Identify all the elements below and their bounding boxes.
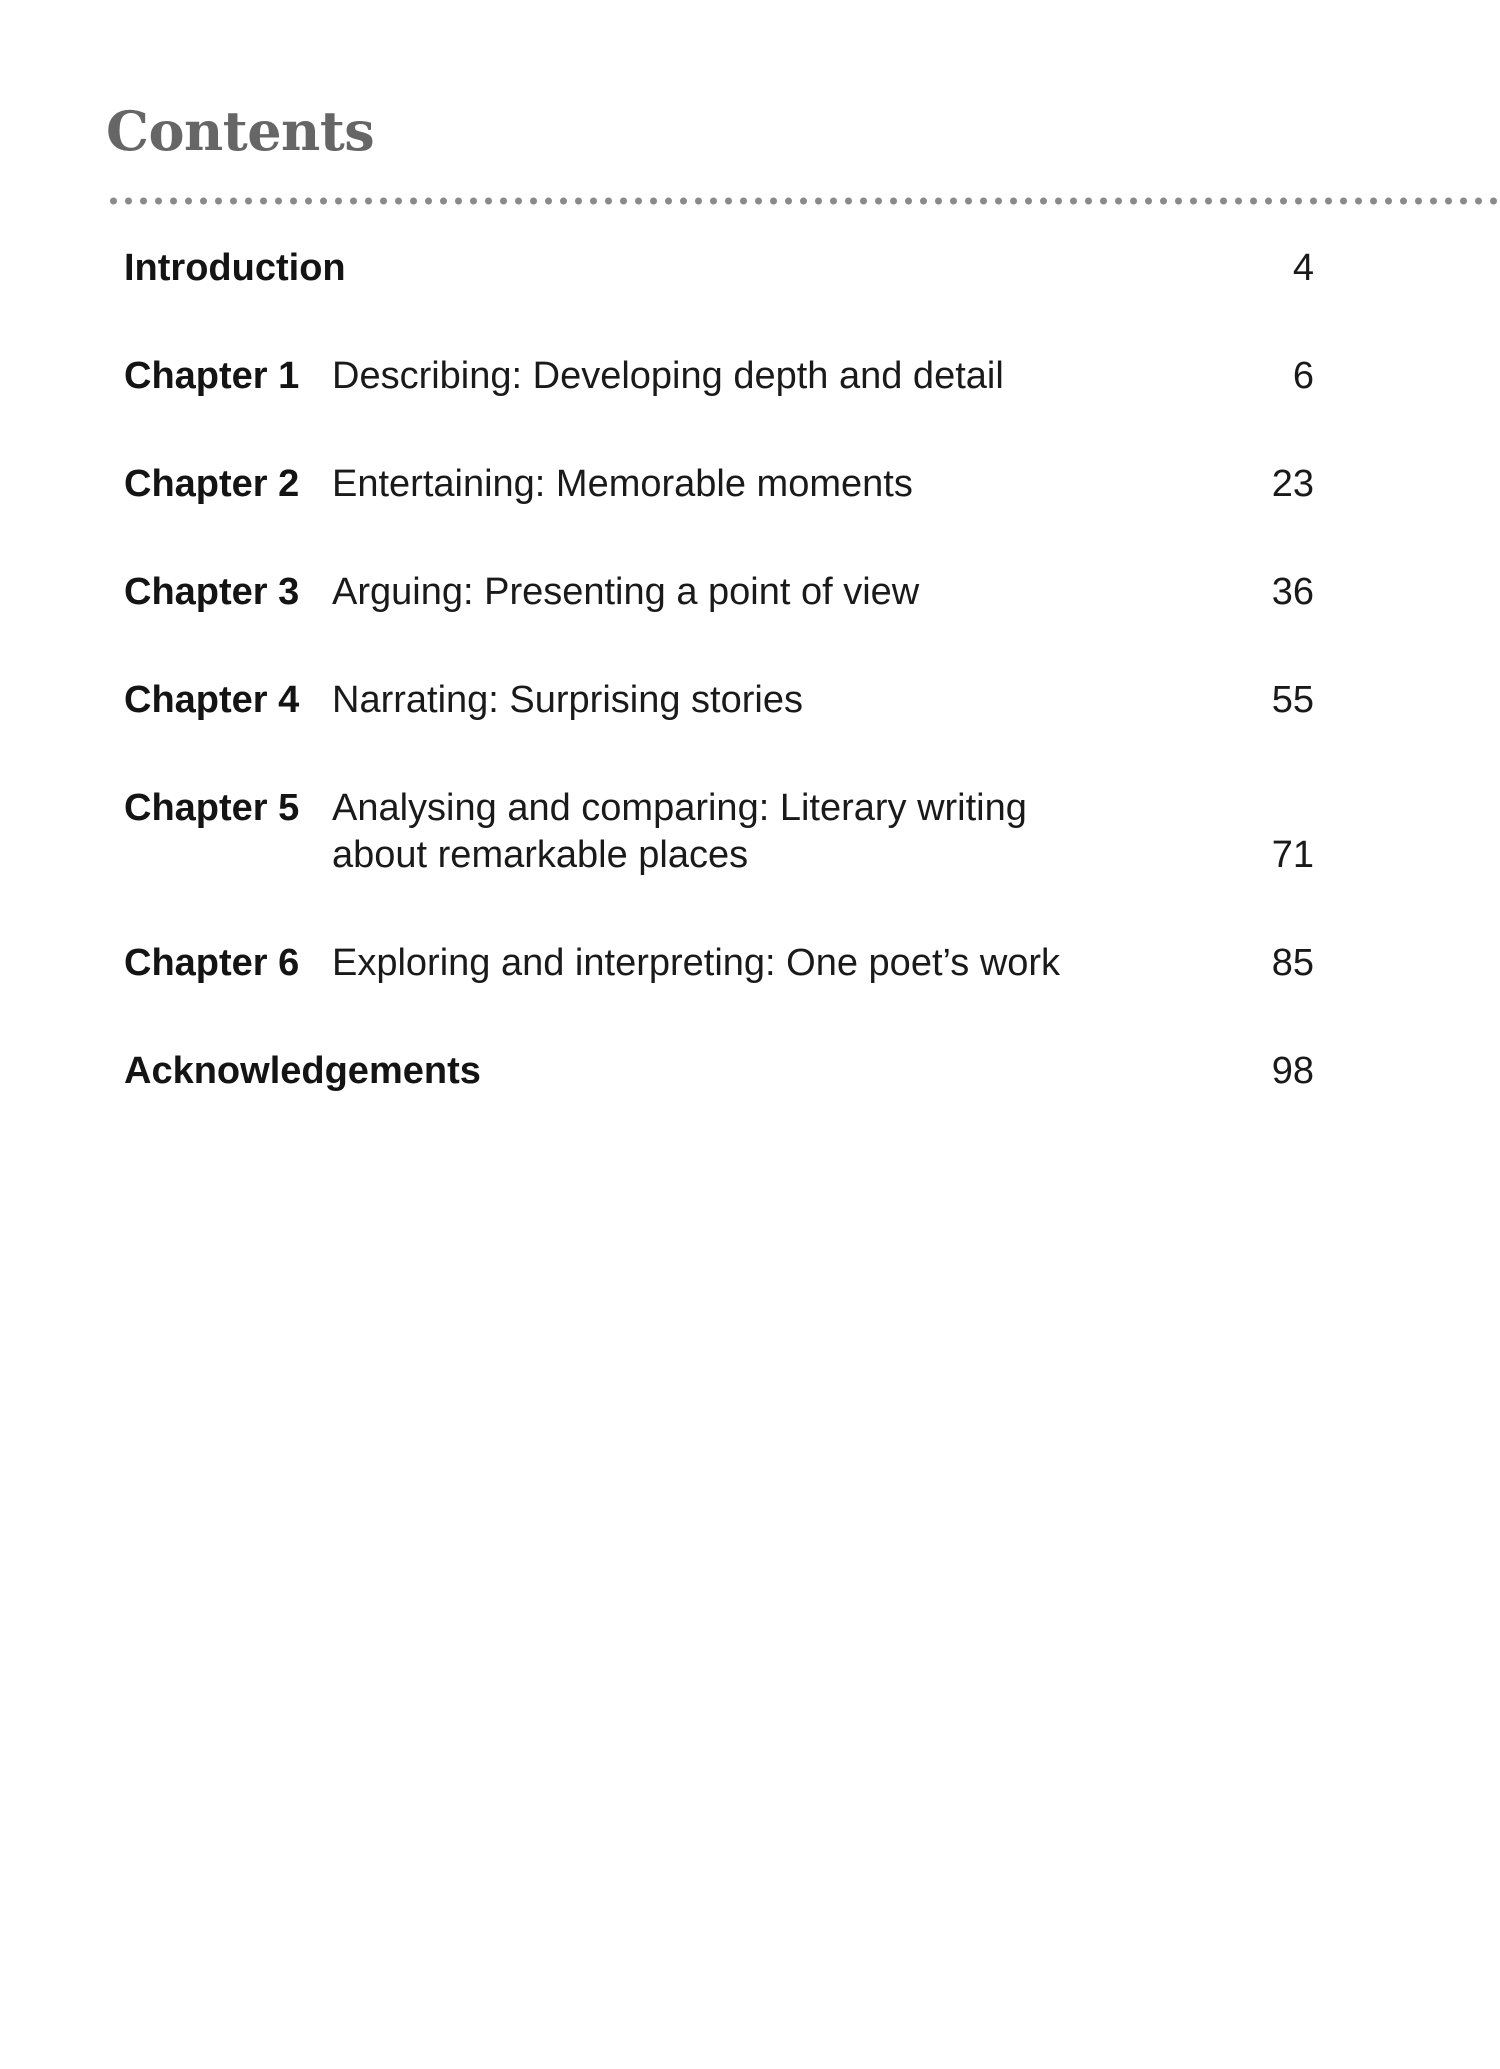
toc-entry-acknowledgements[interactable] [124, 1048, 1314, 1095]
toc-entry-label: Introduction [124, 247, 346, 289]
toc-entry-chapter-4[interactable] [124, 677, 1314, 724]
toc-page-number: 6 [1292, 355, 1314, 397]
chapter-label: Chapter 2 [124, 463, 300, 505]
dotted-divider [106, 196, 1500, 206]
page-title: Contents [106, 99, 375, 163]
chapter-title: Entertaining: Memorable moments [332, 463, 913, 505]
chapter-title: Arguing: Presenting a point of view [332, 571, 920, 613]
chapter-label: Chapter 3 [124, 571, 300, 613]
chapter-label: Chapter 5 [124, 787, 300, 829]
chapter-label: Chapter 4 [124, 679, 300, 721]
toc-page-number: 71 [1271, 834, 1314, 876]
toc-entry-chapter-6[interactable] [124, 940, 1314, 987]
toc-page-number: 36 [1271, 571, 1314, 613]
toc-page-number: 23 [1271, 463, 1314, 505]
chapter-label: Chapter 6 [124, 942, 300, 984]
chapter-title: Analysing and comparing: Literary writing about remarkable places [332, 787, 1027, 876]
table-of-contents [124, 245, 1314, 1156]
toc-entry-chapter-5[interactable] [124, 785, 1314, 879]
chapter-title: Describing: Developing depth and detail [332, 355, 1004, 397]
toc-entry-chapter-1[interactable] [124, 353, 1314, 400]
chapter-title: Narrating: Surprising stories [332, 679, 803, 721]
toc-entry-introduction[interactable] [124, 245, 1314, 292]
toc-page-number: 98 [1271, 1050, 1314, 1092]
toc-page-number: 55 [1271, 679, 1314, 721]
chapter-title: Exploring and interpreting: One poet’s work [332, 942, 1061, 984]
toc-page-number: 4 [1292, 247, 1314, 289]
chapter-label: Chapter 1 [124, 355, 300, 397]
toc-entry-chapter-2[interactable] [124, 461, 1314, 508]
toc-entry-label: Acknowledgements [124, 1050, 481, 1092]
toc-page-number: 85 [1271, 942, 1314, 984]
toc-entry-chapter-3[interactable] [124, 569, 1314, 616]
